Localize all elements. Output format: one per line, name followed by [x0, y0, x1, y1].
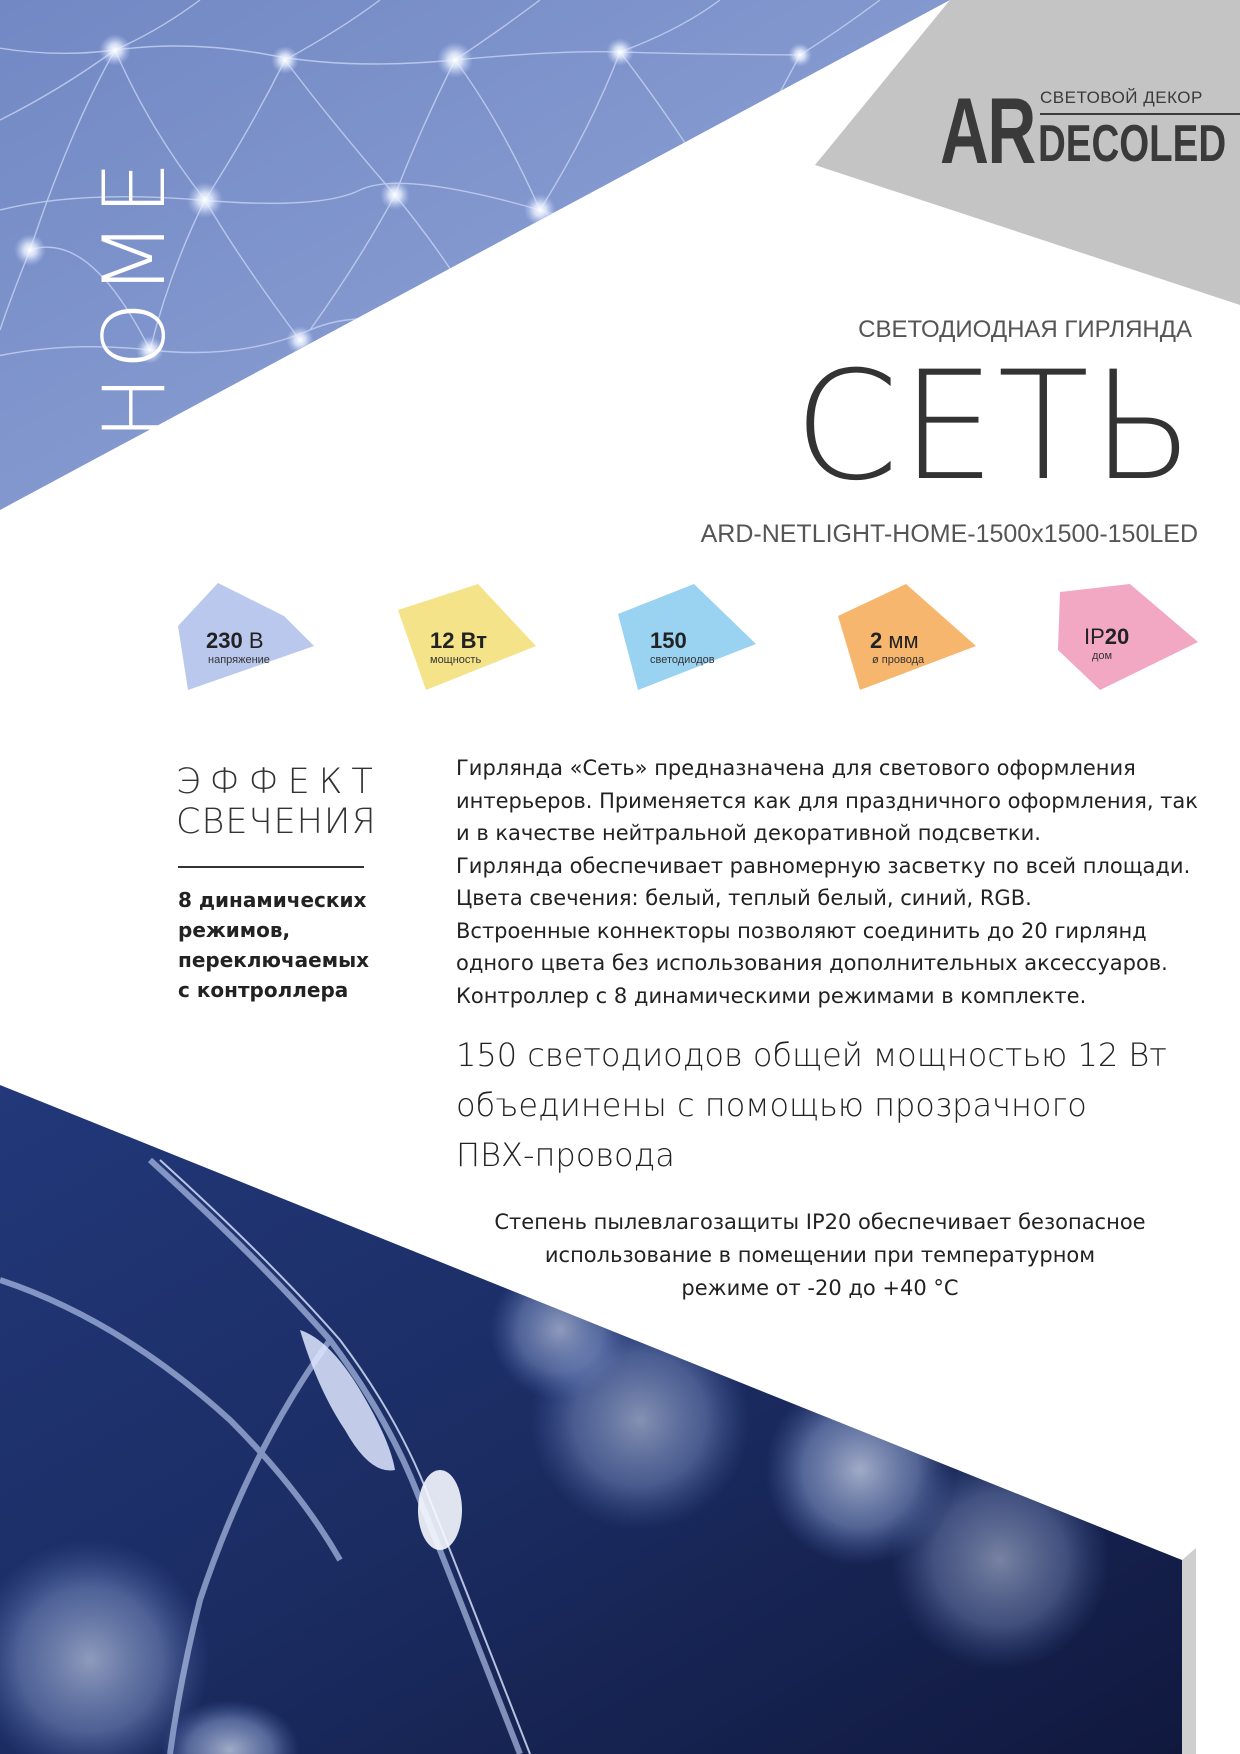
brand-tagline: СВЕТОВОЙ ДЕКОР: [1040, 88, 1203, 107]
lead-line: ПВХ-провода: [456, 1136, 675, 1174]
spec-badge-voltage: [176, 580, 326, 692]
spec-label: ø провода: [872, 654, 925, 666]
note-line: использование в помещении при температурном: [544, 1243, 1096, 1267]
series-label: HOME: [85, 155, 185, 440]
spec-value: 2: [870, 628, 883, 653]
effect-line: режимов,: [178, 918, 291, 942]
spec-badge-protection: [1056, 580, 1206, 692]
spec-label: мощность: [430, 654, 482, 666]
spec-value: 230: [206, 628, 243, 653]
spec-badge-power: [396, 580, 546, 692]
brand-logo-letters: AR: [940, 78, 1035, 183]
brand-logo: [940, 78, 1227, 186]
note-line: режиме от -20 до +40 °C: [681, 1276, 959, 1300]
spec-badge-wire: [836, 580, 986, 692]
effect-title-line: СВЕЧЕНИЯ: [176, 802, 377, 842]
spec-value: IP: [1084, 624, 1105, 649]
spec-unit: Вт: [454, 628, 487, 653]
note-line: Степень пылевлагозащиты IP20 обеспечивает безопасное: [494, 1210, 1146, 1234]
lead-line: объединены с помощью прозрачного: [456, 1086, 1087, 1124]
description-line: одного цвета без использования дополнительных аксессуаров.: [456, 951, 1168, 975]
product-description: [456, 752, 1196, 1012]
brand-name: DECOLED: [1038, 115, 1227, 173]
effect-line: переключаемых: [178, 948, 370, 972]
lead-statement: [456, 1030, 1196, 1180]
effect-title-line: ЭФФЕКТ: [176, 762, 382, 802]
product-article: ARD-NETLIGHT-HOME-1500x1500-150LED: [700, 520, 1198, 548]
description-line: и в качестве нейтральной декоративной подсветки.: [456, 821, 1041, 845]
description-line: Контроллер с 8 динамическими режимами в комплекте.: [456, 983, 1087, 1008]
effect-line: 8 динамических: [178, 888, 367, 912]
spec-unit: В: [242, 628, 264, 653]
grey-edge: [1182, 1548, 1196, 1754]
effect-line: с контроллера: [178, 978, 349, 1002]
description-line: Встроенные коннекторы позволяют соединить до 20 гирлянд: [456, 918, 1147, 943]
description-line: интерьеров. Применяется как для праздничного оформления, так: [456, 788, 1198, 813]
spec-label: дом: [1092, 650, 1113, 662]
effect-title: [176, 762, 382, 842]
spec-label: светодиодов: [650, 654, 715, 666]
spec-unit: 20: [1104, 624, 1130, 649]
description-line: Цвета свечения: белый, теплый белый, синий, RGB.: [456, 886, 1032, 910]
spec-unit: мм: [882, 628, 919, 653]
spec-value: 150: [650, 628, 687, 653]
product-category: СВЕТОДИОДНАЯ ГИРЛЯНДА: [858, 316, 1192, 343]
effect-description: [178, 885, 408, 1005]
description-line: Гирлянда «Сеть» предназначена для светового оформления: [456, 756, 1136, 780]
description-line: Гирлянда обеспечивает равномерную засветку по всей площади.: [456, 853, 1191, 878]
bottom-photo: [0, 1080, 1190, 1754]
spec-label: напряжение: [208, 654, 270, 666]
lead-line: 150 светодиодов общей мощностью 12 Вт: [456, 1036, 1167, 1074]
effect-divider: [178, 866, 364, 868]
spec-badge-leds: [616, 580, 766, 692]
spec-value: 12: [430, 628, 455, 653]
product-title: СЕТЬ: [793, 340, 1196, 514]
protection-note: [450, 1206, 1190, 1305]
